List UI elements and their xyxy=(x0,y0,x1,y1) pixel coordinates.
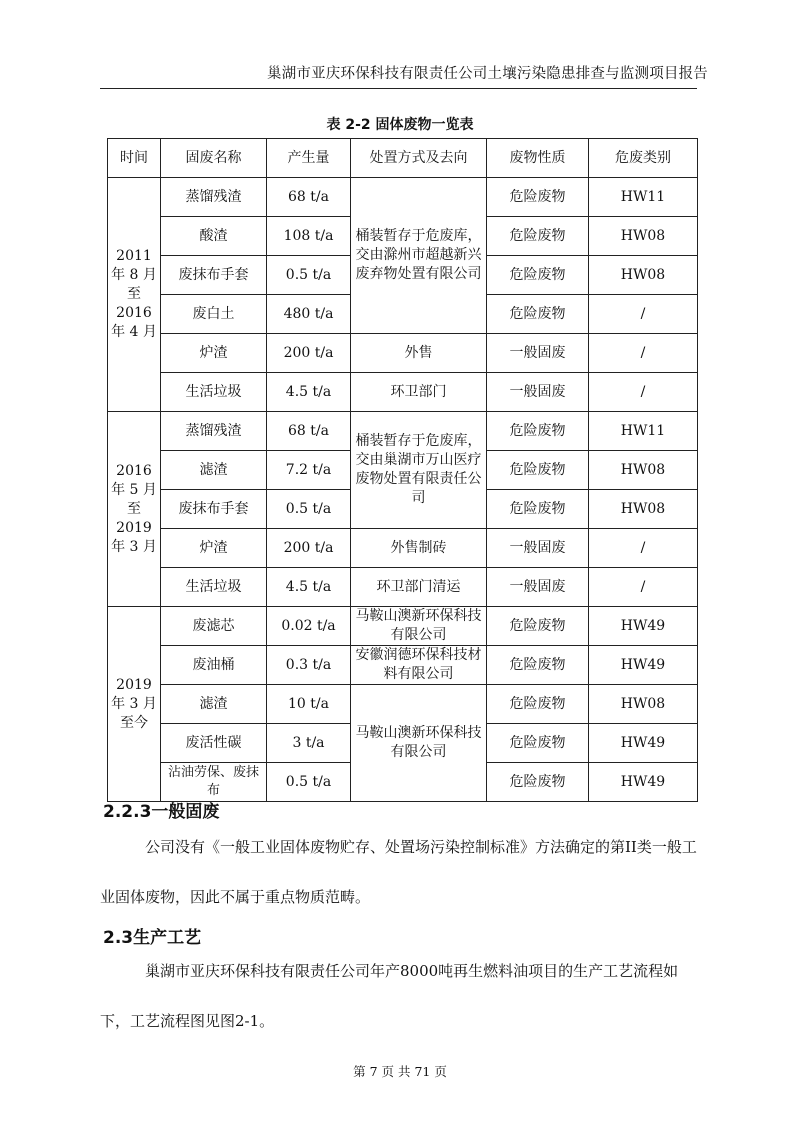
waste-name-cell: 废油桶 xyxy=(161,646,267,685)
table-row xyxy=(108,607,698,646)
category-cell: HW08 xyxy=(589,451,698,490)
page-footer: 第 7 页 共 71 页 xyxy=(353,1064,447,1079)
category-cell: / xyxy=(589,295,698,334)
category-cell: HW08 xyxy=(589,256,698,295)
disposal-cell: 环卫部门清运 xyxy=(351,568,487,607)
property-cell: 危险废物 xyxy=(487,685,589,724)
column-header-disposal: 处置方式及去向 xyxy=(351,139,487,178)
property-cell: 危险废物 xyxy=(487,490,589,529)
waste-name-cell: 废抹布手套 xyxy=(161,256,267,295)
waste-name-cell: 生活垃圾 xyxy=(161,373,267,412)
waste-name-cell: 沾油劳保、废抹布 xyxy=(161,763,267,802)
disposal-cell: 外售 xyxy=(351,334,487,373)
category-cell: HW49 xyxy=(589,763,698,802)
category-cell: HW11 xyxy=(589,412,698,451)
disposal-cell: 桶装暂存于危废库，交由滁州市超越新兴废弃物处置有限公司 xyxy=(351,178,487,334)
table-row xyxy=(108,373,698,412)
property-cell: 一般固废 xyxy=(487,529,589,568)
property-cell: 危险废物 xyxy=(487,412,589,451)
column-header-amount: 产生量 xyxy=(267,139,351,178)
solid-waste-table xyxy=(107,138,698,802)
waste-name-cell: 废活性碳 xyxy=(161,724,267,763)
disposal-cell: 环卫部门 xyxy=(351,373,487,412)
category-cell: HW49 xyxy=(589,646,698,685)
property-cell: 危险废物 xyxy=(487,256,589,295)
column-header-waste-name: 固废名称 xyxy=(161,139,267,178)
period-text: 2011 年 8 月 至 2016 年 4 月 xyxy=(111,248,157,340)
property-cell: 一般固废 xyxy=(487,334,589,373)
waste-name-cell: 废滤芯 xyxy=(161,607,267,646)
amount-cell: 10 t/a xyxy=(267,685,351,724)
disposal-cell: 外售制砖 xyxy=(351,529,487,568)
section-2-3-paragraph xyxy=(100,946,700,1046)
property-cell: 一般固废 xyxy=(487,568,589,607)
category-cell: / xyxy=(589,334,698,373)
amount-cell: 3 t/a xyxy=(267,724,351,763)
amount-cell: 68 t/a xyxy=(267,412,351,451)
disposal-cell: 马鞍山澳新环保科技有限公司 xyxy=(351,607,487,646)
column-header-property: 废物性质 xyxy=(487,139,589,178)
waste-name-cell: 生活垃圾 xyxy=(161,568,267,607)
table-row xyxy=(108,412,698,451)
disposal-cell: 桶装暂存于危废库，交由巢湖市万山医疗废物处置有限责任公司 xyxy=(351,412,487,529)
amount-cell: 4.5 t/a xyxy=(267,373,351,412)
waste-name-cell: 滤渣 xyxy=(161,451,267,490)
property-cell: 危险废物 xyxy=(487,451,589,490)
amount-cell: 7.2 t/a xyxy=(267,451,351,490)
property-cell: 危险废物 xyxy=(487,607,589,646)
disposal-cell: 安徽润德环保科技材料有限公司 xyxy=(351,646,487,685)
amount-cell: 0.5 t/a xyxy=(267,256,351,295)
waste-name-cell: 废白土 xyxy=(161,295,267,334)
property-cell: 危险废物 xyxy=(487,217,589,256)
amount-cell: 200 t/a xyxy=(267,529,351,568)
section-heading-2-3: 2.3生产工艺 xyxy=(103,928,202,948)
table-row xyxy=(108,568,698,607)
amount-cell: 200 t/a xyxy=(267,334,351,373)
category-cell: HW11 xyxy=(589,178,698,217)
category-cell: HW49 xyxy=(589,607,698,646)
category-cell: / xyxy=(589,529,698,568)
section-2-2-3-paragraph xyxy=(100,822,700,922)
waste-name-cell: 酸渣 xyxy=(161,217,267,256)
amount-cell: 0.02 t/a xyxy=(267,607,351,646)
property-cell: 一般固废 xyxy=(487,373,589,412)
waste-name-cell: 炉渣 xyxy=(161,334,267,373)
table-row xyxy=(108,178,698,217)
waste-name-cell: 滤渣 xyxy=(161,685,267,724)
period-cell xyxy=(108,607,161,802)
table-caption: 表 2-2 固体废物一览表 xyxy=(326,117,474,133)
category-cell: HW49 xyxy=(589,724,698,763)
amount-cell: 0.5 t/a xyxy=(267,763,351,802)
paragraph-text: 公司没有《一般工业固体废物贮存、处置场污染控制标准》方法确定的第II类一般工业固体废物，因此不属于重点物质范畴。 xyxy=(100,838,697,906)
category-cell: HW08 xyxy=(589,490,698,529)
waste-name-cell: 蒸馏残渣 xyxy=(161,412,267,451)
column-header-category: 危废类别 xyxy=(589,139,698,178)
category-cell: HW08 xyxy=(589,685,698,724)
header-rule xyxy=(100,88,697,89)
property-cell: 危险废物 xyxy=(487,763,589,802)
table-row xyxy=(108,646,698,685)
disposal-cell: 马鞍山澳新环保科技有限公司 xyxy=(351,685,487,802)
period-text: 2019 年 3 月 至今 xyxy=(111,676,157,731)
amount-cell: 0.3 t/a xyxy=(267,646,351,685)
property-cell: 危险废物 xyxy=(487,295,589,334)
running-header: 巢湖市亚庆环保科技有限责任公司土壤污染隐患排查与监测项目报告 xyxy=(267,66,708,82)
amount-cell: 4.5 t/a xyxy=(267,568,351,607)
period-cell xyxy=(108,178,161,412)
property-cell: 危险废物 xyxy=(487,646,589,685)
category-cell: HW08 xyxy=(589,217,698,256)
waste-name-cell: 废抹布手套 xyxy=(161,490,267,529)
column-header-time: 时间 xyxy=(108,139,161,178)
waste-name-cell: 炉渣 xyxy=(161,529,267,568)
category-cell: / xyxy=(589,373,698,412)
amount-cell: 68 t/a xyxy=(267,178,351,217)
table-header-row xyxy=(108,139,698,178)
table-row xyxy=(108,334,698,373)
property-cell: 危险废物 xyxy=(487,178,589,217)
table-row xyxy=(108,529,698,568)
waste-name-cell: 蒸馏残渣 xyxy=(161,178,267,217)
category-cell: / xyxy=(589,568,698,607)
amount-cell: 0.5 t/a xyxy=(267,490,351,529)
section-heading-2-2-3: 2.2.3一般固废 xyxy=(103,802,220,822)
table-row xyxy=(108,685,698,724)
period-cell xyxy=(108,412,161,607)
amount-cell: 480 t/a xyxy=(267,295,351,334)
paragraph-text: 巢湖市亚庆环保科技有限责任公司年产8000吨再生燃料油项目的生产工艺流程如下，工艺流程图见图2-1。 xyxy=(100,962,679,1030)
property-cell: 危险废物 xyxy=(487,724,589,763)
period-text: 2016 年 5 月 至 2019 年 3 月 xyxy=(111,462,157,555)
amount-cell: 108 t/a xyxy=(267,217,351,256)
